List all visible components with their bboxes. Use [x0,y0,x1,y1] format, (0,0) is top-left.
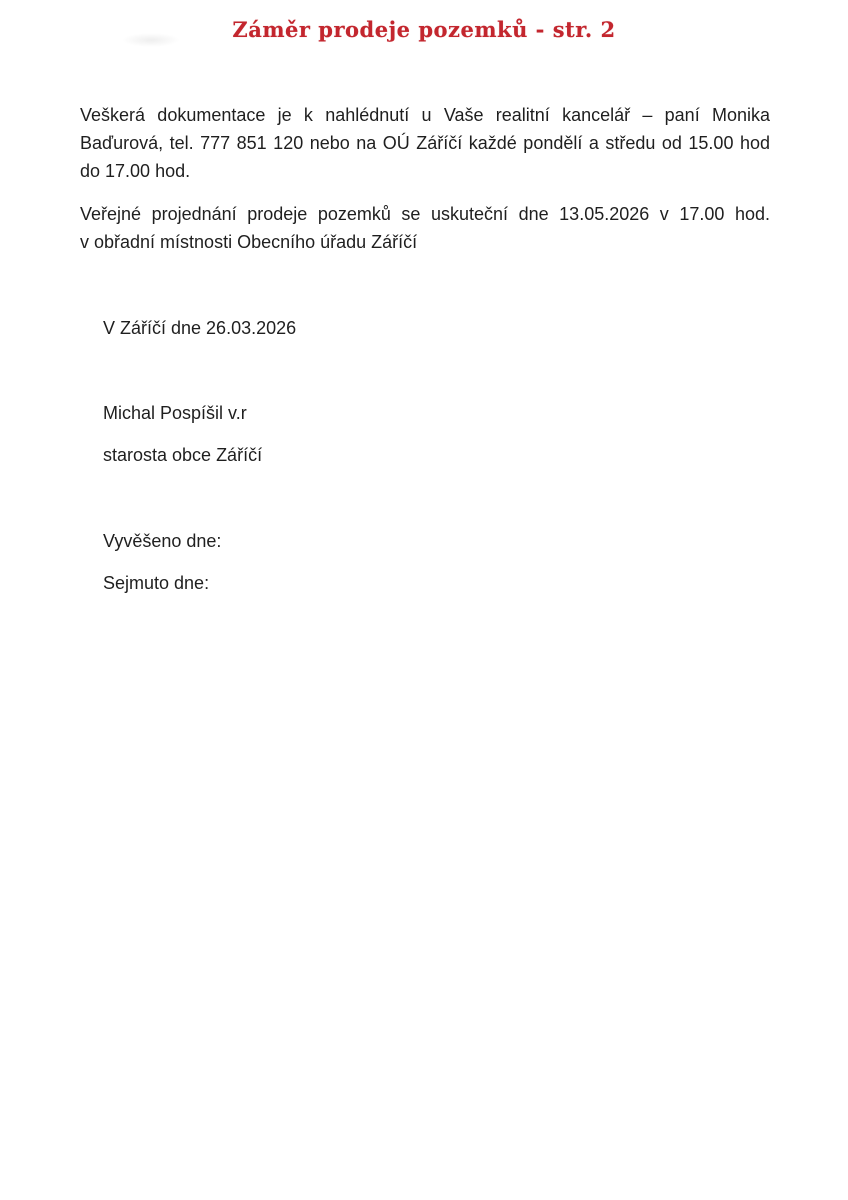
paragraph-line: Veškerá dokumentace je k nahlédnutí u Vaše realitní kancelář – paní Monika [80,105,770,125]
removed-date-label: Sejmuto dne: [103,573,210,593]
signature-role: starosta obce Záříčí [103,445,263,465]
paragraph-public-hearing [80,200,770,256]
paragraph-line: do 17.00 hod. [80,161,191,181]
document-body [80,101,770,597]
signature-name: Michal Pospíšil v.r [103,403,247,423]
paragraph-line: v obřadní místnosti Obecního úřadu Záříčí [80,232,418,252]
signature-block [103,314,770,597]
signature-place-date: V Záříčí dne 26.03.2026 [103,318,297,338]
paragraph-line: Veřejné projednání prodeje pozemků se uskuteční dne 13.05.2026 v 17.00 hod. [80,204,770,224]
document-title: Záměr prodeje pozemků - str. 2 [232,17,616,42]
paragraph-line: Baďurová, tel. 777 851 120 nebo na OÚ Záříčí každé pondělí a středu od 15.00 hod [80,133,770,153]
paragraph-documentation [80,101,770,185]
posted-date-label: Vyvěšeno dne: [103,531,222,551]
